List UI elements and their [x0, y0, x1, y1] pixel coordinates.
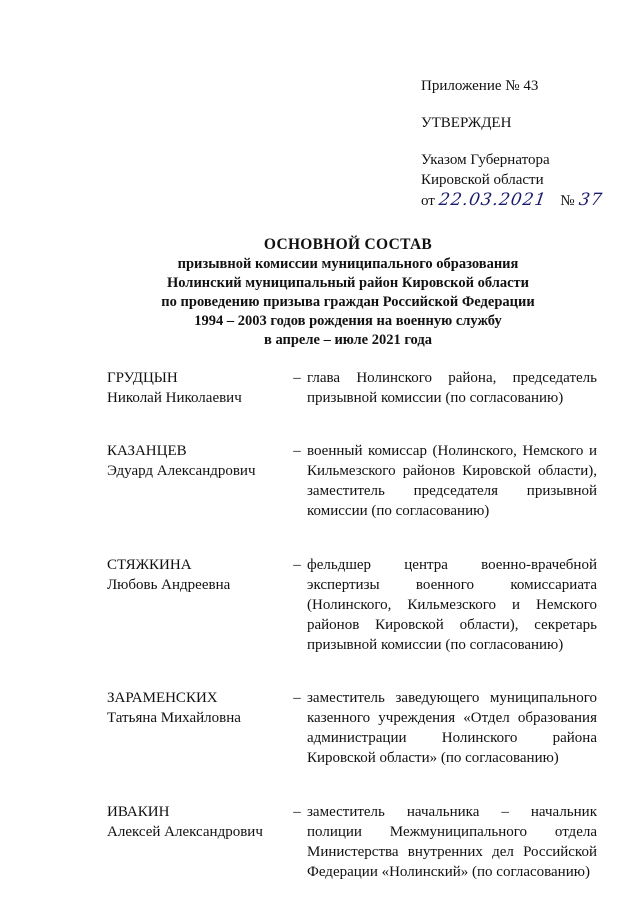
- member-name: Любовь Андреевна: [107, 577, 231, 593]
- title-line: по проведению призыва граждан Российской Федерации: [161, 294, 535, 310]
- approved-label: УТВЕРЖДЕН: [421, 115, 512, 131]
- member-name: Николай Николаевич: [107, 390, 242, 406]
- member-role: глава Нолинского района, председатель призывной комиссии (по согласованию): [307, 370, 597, 406]
- member-person: [107, 441, 287, 521]
- member-role: военный комиссар (Нолинского, Немского и Кильмезского районов Кировской области), заместитель председателя призывной комиссии (по согласованию): [307, 443, 597, 519]
- member-surname: ЗАРАМЕНСКИХ: [107, 690, 218, 706]
- title-main: ОСНОВНОЙ СОСТАВ: [263, 236, 433, 253]
- member-name: Эдуард Александрович: [107, 463, 256, 479]
- decree-date-line: [421, 190, 621, 211]
- number-prefix: №: [560, 193, 575, 209]
- decree-line-2: Кировской области: [421, 172, 544, 188]
- title-line: 1994 – 2003 годов рождения на военную службу: [194, 313, 502, 329]
- member-dash: –: [293, 804, 301, 820]
- appendix-number: Приложение № 43: [421, 78, 539, 94]
- member-entry: [107, 441, 597, 521]
- member-role: фельдшер центра военно-врачебной экспертизы военного комиссариата (Нолинского, Кильмезского и Немского районов Кировской области), секретарь призывной комиссии (по согласованию): [307, 557, 597, 653]
- member-surname: ИВАКИН: [107, 804, 170, 820]
- member-person: [107, 802, 287, 882]
- date-prefix: от: [421, 193, 435, 209]
- title-line: призывной комиссии муниципального образования: [177, 256, 519, 272]
- member-person: [107, 688, 287, 768]
- member-name: Алексей Александрович: [107, 824, 263, 840]
- document-title: [100, 234, 596, 350]
- member-surname: СТЯЖКИНА: [107, 557, 192, 573]
- title-line: в апреле – июле 2021 года: [264, 332, 432, 348]
- members-list: [107, 368, 597, 882]
- member-surname: ГРУДЦЫН: [107, 370, 178, 386]
- handwritten-date: 22.03.2021: [437, 190, 548, 210]
- member-name: Татьяна Михайловна: [107, 710, 241, 726]
- member-entry: [107, 555, 597, 655]
- member-entry: [107, 688, 597, 768]
- approval-stamp: [421, 76, 621, 211]
- handwritten-number: 37: [577, 190, 604, 210]
- member-role: заместитель начальника – начальник полиции Межмуниципального отдела Министерства внутренних дел Российской Федерации «Нолинский» (по согласованию): [307, 804, 597, 880]
- member-entry: [107, 802, 597, 882]
- member-dash: –: [293, 443, 301, 459]
- decree-line-1: Указом Губернатора: [421, 152, 550, 168]
- member-dash: –: [293, 370, 301, 386]
- member-person: [107, 368, 287, 408]
- member-surname: КАЗАНЦЕВ: [107, 443, 187, 459]
- member-dash: –: [293, 690, 301, 706]
- member-dash: –: [293, 557, 301, 573]
- member-role: заместитель заведующего муниципального казенного учреждения «Отдел образования администрации Нолинского района Кировской области» (по согласованию): [307, 690, 597, 766]
- title-line: Нолинский муниципальный район Кировской области: [166, 275, 530, 291]
- member-entry: [107, 368, 597, 408]
- member-person: [107, 555, 287, 655]
